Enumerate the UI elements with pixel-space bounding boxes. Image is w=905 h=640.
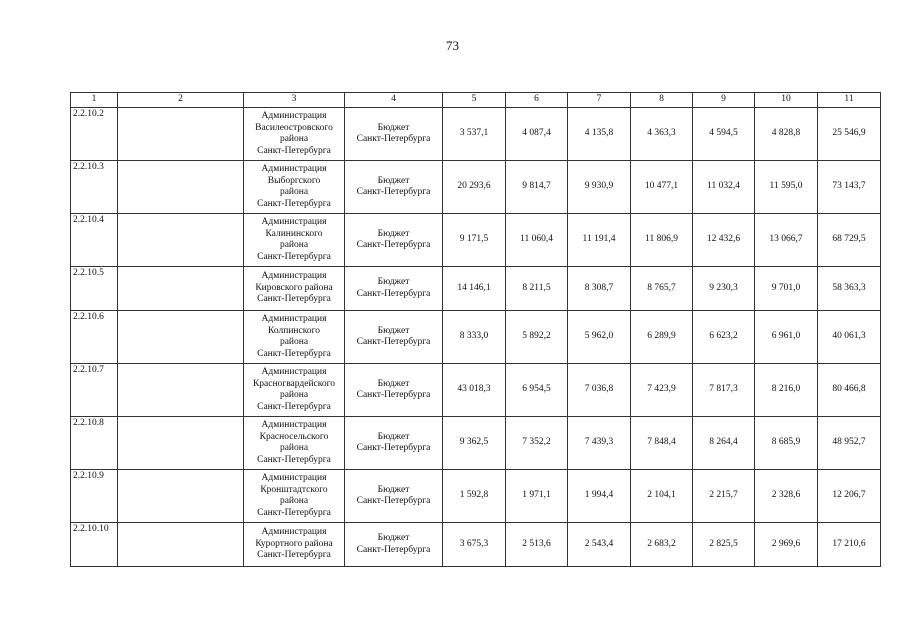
value-cell: 1 971,1: [506, 470, 568, 523]
value-cell: 9 701,0: [755, 267, 818, 311]
row-code: 2.2.10.2: [71, 108, 118, 161]
table-row: [71, 417, 881, 470]
budget-table: [70, 92, 881, 567]
column-header: 8: [631, 93, 693, 108]
value-cell: 2 328,6: [755, 470, 818, 523]
row-code: 2.2.10.7: [71, 364, 118, 417]
value-cell: 3 537,1: [443, 108, 506, 161]
administration-line: Василеостровского: [255, 122, 333, 133]
empty-cell: [118, 523, 244, 567]
empty-cell: [118, 267, 244, 311]
administration-line: Санкт-Петербурга: [257, 454, 331, 465]
value-cell: 2 513,6: [506, 523, 568, 567]
administration-line: Санкт-Петербурга: [257, 198, 331, 209]
table-row: [71, 523, 881, 567]
value-cell: 80 466,8: [818, 364, 881, 417]
value-cell: 3 675,3: [443, 523, 506, 567]
administration-cell: [244, 161, 345, 214]
administration-cell: [244, 523, 345, 567]
table-row: [71, 311, 881, 364]
funding-source-cell: [345, 523, 443, 567]
empty-cell: [118, 214, 244, 267]
table-row: [71, 161, 881, 214]
administration-line: Кировского района: [255, 282, 333, 293]
administration-cell: [244, 364, 345, 417]
administration-line: района: [279, 337, 309, 347]
administration-line: Калининского: [265, 228, 323, 239]
funding-source-line: Бюджет: [377, 533, 410, 543]
value-cell: 11 191,4: [568, 214, 631, 267]
administration-line: Колпинского: [268, 325, 320, 336]
value-cell: 4 087,4: [506, 108, 568, 161]
column-header: 9: [693, 93, 755, 108]
administration-line: Курортного района: [255, 538, 333, 549]
administration-cell: [244, 311, 345, 364]
value-cell: 4 828,8: [755, 108, 818, 161]
value-cell: 1 994,4: [568, 470, 631, 523]
value-cell: 40 061,3: [818, 311, 881, 364]
administration-line: района: [279, 187, 309, 197]
page-number: 73: [446, 38, 459, 53]
table-row: [71, 214, 881, 267]
value-cell: 11 032,4: [693, 161, 755, 214]
value-cell: 58 363,3: [818, 267, 881, 311]
value-cell: 9 171,5: [443, 214, 506, 267]
column-header: 3: [244, 93, 345, 108]
empty-cell: [118, 364, 244, 417]
administration-line: Санкт-Петербурга: [257, 251, 331, 262]
funding-source-line: Санкт-Петербурга: [356, 496, 431, 506]
funding-source-line: Бюджет: [377, 484, 410, 495]
funding-source-cell: [345, 108, 443, 161]
funding-source-line: Санкт-Петербурга: [356, 390, 431, 400]
value-cell: 25 546,9: [818, 108, 881, 161]
value-cell: 11 806,9: [631, 214, 693, 267]
administration-line: Выборгского: [267, 175, 321, 186]
administration-line: Санкт-Петербурга: [257, 145, 331, 156]
administration-line: Администрация: [261, 527, 327, 538]
value-cell: 9 814,7: [506, 161, 568, 214]
value-cell: 8 685,9: [755, 417, 818, 470]
value-cell: 2 825,5: [693, 523, 755, 567]
value-cell: 10 477,1: [631, 161, 693, 214]
funding-source-cell: [345, 470, 443, 523]
funding-source-cell: [345, 161, 443, 214]
value-cell: 2 543,4: [568, 523, 631, 567]
administration-line: Кронштадтского: [260, 484, 328, 495]
value-cell: 7 848,4: [631, 417, 693, 470]
value-cell: 8 765,7: [631, 267, 693, 311]
administration-line: Администрация: [261, 473, 327, 483]
administration-line: района: [279, 443, 309, 453]
funding-source-line: Бюджет: [377, 277, 410, 287]
value-cell: 12 432,6: [693, 214, 755, 267]
column-header: 5: [443, 93, 506, 108]
administration-line: района: [279, 134, 309, 144]
value-cell: 5 892,2: [506, 311, 568, 364]
funding-source-cell: [345, 417, 443, 470]
value-cell: 6 623,2: [693, 311, 755, 364]
value-cell: 9 362,5: [443, 417, 506, 470]
value-cell: 7 423,9: [631, 364, 693, 417]
administration-cell: [244, 267, 345, 311]
administration-cell: [244, 470, 345, 523]
funding-source-line: Санкт-Петербурга: [356, 443, 431, 453]
value-cell: 7 036,8: [568, 364, 631, 417]
value-cell: 6 961,0: [755, 311, 818, 364]
value-cell: 20 293,6: [443, 161, 506, 214]
funding-source-line: Санкт-Петербурга: [356, 288, 431, 299]
administration-line: района: [279, 496, 309, 506]
row-code: 2.2.10.6: [71, 311, 118, 364]
funding-source-cell: [345, 364, 443, 417]
value-cell: 5 962,0: [568, 311, 631, 364]
column-header: 11: [818, 93, 881, 108]
value-cell: 4 135,8: [568, 108, 631, 161]
value-cell: 8 333,0: [443, 311, 506, 364]
value-cell: 9 930,9: [568, 161, 631, 214]
empty-cell: [118, 311, 244, 364]
table-body: [71, 108, 881, 567]
column-header: 10: [755, 93, 818, 108]
administration-line: Администрация: [261, 271, 327, 282]
administration-cell: [244, 214, 345, 267]
funding-source-cell: [345, 267, 443, 311]
value-cell: 43 018,3: [443, 364, 506, 417]
administration-line: Санкт-Петербурга: [257, 507, 331, 518]
administration-line: Администрация: [261, 314, 327, 324]
administration-line: Администрация: [261, 217, 327, 227]
value-cell: 73 143,7: [818, 161, 881, 214]
table-row: [71, 267, 881, 311]
administration-line: Красногвардейского: [252, 378, 336, 389]
table-row: [71, 364, 881, 417]
value-cell: 12 206,7: [818, 470, 881, 523]
value-cell: 8 308,7: [568, 267, 631, 311]
funding-source-line: Санкт-Петербурга: [356, 544, 431, 555]
administration-line: Администрация: [261, 420, 327, 430]
value-cell: 11 060,4: [506, 214, 568, 267]
value-cell: 8 216,0: [755, 364, 818, 417]
value-cell: 8 211,5: [506, 267, 568, 311]
header-row: [71, 93, 881, 108]
administration-cell: [244, 417, 345, 470]
value-cell: 4 594,5: [693, 108, 755, 161]
funding-source-line: Бюджет: [377, 228, 410, 239]
empty-cell: [118, 108, 244, 161]
value-cell: 17 210,6: [818, 523, 881, 567]
empty-cell: [118, 417, 244, 470]
value-cell: 7 817,3: [693, 364, 755, 417]
value-cell: 2 104,1: [631, 470, 693, 523]
funding-source-line: Бюджет: [377, 122, 410, 133]
empty-cell: [118, 161, 244, 214]
value-cell: 2 969,6: [755, 523, 818, 567]
funding-source-cell: [345, 214, 443, 267]
funding-source-cell: [345, 311, 443, 364]
row-code: 2.2.10.8: [71, 417, 118, 470]
row-code: 2.2.10.3: [71, 161, 118, 214]
row-code: 2.2.10.5: [71, 267, 118, 311]
empty-cell: [118, 470, 244, 523]
administration-line: Санкт-Петербурга: [257, 294, 331, 305]
column-header: 4: [345, 93, 443, 108]
administration-line: Администрация: [261, 367, 327, 377]
funding-source-line: Санкт-Петербурга: [356, 187, 431, 197]
administration-cell: [244, 108, 345, 161]
administration-line: Красносельского: [259, 431, 329, 442]
column-header: 1: [71, 93, 118, 108]
funding-source-line: Бюджет: [377, 175, 410, 186]
administration-line: Санкт-Петербурга: [257, 550, 331, 561]
value-cell: 2 683,2: [631, 523, 693, 567]
administration-line: Администрация: [261, 164, 327, 174]
table-row: [71, 470, 881, 523]
value-cell: 48 952,7: [818, 417, 881, 470]
funding-source-line: Бюджет: [377, 325, 410, 336]
funding-source-line: Бюджет: [377, 431, 410, 442]
column-header: 2: [118, 93, 244, 108]
value-cell: 6 289,9: [631, 311, 693, 364]
table-row: [71, 108, 881, 161]
value-cell: 14 146,1: [443, 267, 506, 311]
row-code: 2.2.10.4: [71, 214, 118, 267]
funding-source-line: Бюджет: [377, 378, 410, 389]
value-cell: 7 352,2: [506, 417, 568, 470]
column-header: 7: [568, 93, 631, 108]
value-cell: 4 363,3: [631, 108, 693, 161]
value-cell: 6 954,5: [506, 364, 568, 417]
value-cell: 13 066,7: [755, 214, 818, 267]
row-code: 2.2.10.10: [71, 523, 118, 567]
value-cell: 68 729,5: [818, 214, 881, 267]
value-cell: 11 595,0: [755, 161, 818, 214]
funding-source-line: Санкт-Петербурга: [356, 337, 431, 347]
value-cell: 2 215,7: [693, 470, 755, 523]
column-header: 6: [506, 93, 568, 108]
administration-line: района: [279, 240, 309, 250]
value-cell: 8 264,4: [693, 417, 755, 470]
administration-line: Санкт-Петербурга: [257, 348, 331, 359]
row-code: 2.2.10.9: [71, 470, 118, 523]
funding-source-line: Санкт-Петербурга: [356, 240, 431, 250]
value-cell: 9 230,3: [693, 267, 755, 311]
administration-line: Администрация: [261, 111, 327, 121]
administration-line: Санкт-Петербурга: [257, 401, 331, 412]
value-cell: 1 592,8: [443, 470, 506, 523]
administration-line: района: [279, 390, 309, 400]
funding-source-line: Санкт-Петербурга: [356, 134, 431, 144]
value-cell: 7 439,3: [568, 417, 631, 470]
